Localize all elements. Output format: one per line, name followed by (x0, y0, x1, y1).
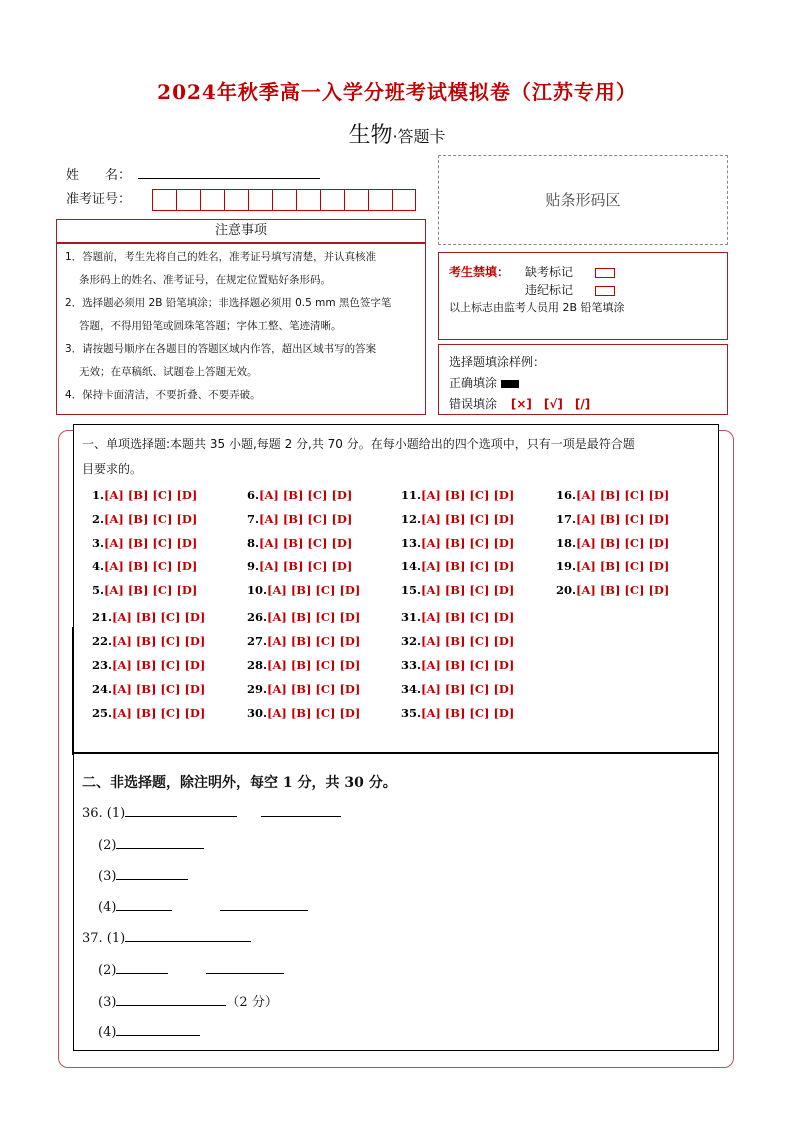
question-number: 27. (247, 634, 268, 648)
answer-blank[interactable] (125, 929, 251, 942)
answer-blank[interactable] (116, 867, 188, 880)
question-number: 8. (247, 536, 260, 550)
answer-blank[interactable] (116, 836, 204, 849)
question-number: 5. (92, 583, 105, 597)
question-number: 7. (247, 512, 260, 526)
violation-label: 违纪标记 (525, 283, 574, 297)
answer-blank[interactable] (261, 804, 341, 817)
id-digit-box[interactable] (224, 189, 248, 211)
exam-title: 2024年秋季高一入学分班考试模拟卷（江苏专用） (157, 80, 637, 104)
question-number: 26. (247, 610, 268, 624)
id-digit-box[interactable] (200, 189, 224, 211)
answer-options[interactable]: [A] [B] [C] [D] (267, 658, 361, 672)
question-number: 4. (92, 559, 105, 573)
question-number: 15. (401, 583, 422, 597)
answer-options[interactable]: [A] [B] [C] [D] (267, 610, 361, 624)
q37-row-3 (98, 991, 278, 1010)
question-5 (92, 583, 197, 597)
question-1 (92, 488, 197, 502)
answer-options[interactable]: [A] [B] [C] [D] (421, 536, 515, 550)
question-23 (92, 658, 205, 672)
id-digit-box[interactable] (320, 189, 344, 211)
question-33 (401, 658, 514, 672)
answer-options[interactable]: [A] [B] [C] [D] (104, 488, 198, 502)
subject-title (0, 118, 794, 149)
sample-correct-label: 正确填涂 (449, 376, 498, 390)
answer-options[interactable]: [A] [B] [C] [D] (112, 706, 206, 720)
notice-title: 注意事项 (214, 223, 267, 238)
answer-options[interactable]: [A] [B] [C] [D] (421, 610, 515, 624)
q36-row-3 (98, 867, 188, 884)
answer-blank[interactable] (206, 961, 284, 974)
answer-options[interactable]: [A] [B] [C] [D] (112, 610, 206, 624)
question-22 (92, 634, 205, 648)
part1-heading: 一、单项选择题:本题共 35 小题,每题 2 分,共 70 分。在每小题给出的四个选项中，只有一项是最符合题 (82, 437, 635, 451)
notice-list (57, 244, 425, 407)
absent-mark-box[interactable] (595, 268, 615, 278)
question-27 (247, 634, 360, 648)
subject-suffix: ·答题卡 (392, 127, 446, 146)
q36-row-1 (82, 804, 341, 821)
answer-options[interactable]: [A] [B] [C] [D] (421, 559, 515, 573)
id-label: 准考证号： (66, 192, 132, 207)
notice-item: 2．选择题必须用 2B 铅笔填涂；非选择题必须用 0.5 mm 黑色签字笔 (65, 297, 392, 309)
answer-options[interactable]: [A] [B] [C] [D] (421, 682, 515, 696)
answer-options[interactable]: [A] [B] [C] [D] (267, 682, 361, 696)
id-number-boxes[interactable] (152, 189, 416, 211)
answer-options[interactable]: [A] [B] [C] [D] (576, 488, 670, 502)
question-4 (92, 559, 197, 573)
question-35 (401, 706, 514, 720)
question-19 (556, 559, 669, 573)
id-digit-box[interactable] (176, 189, 200, 211)
answer-options[interactable]: [A] [B] [C] [D] (576, 583, 670, 597)
question-number: 2. (92, 512, 105, 526)
answer-options[interactable]: [A] [B] [C] [D] (576, 559, 670, 573)
question-32 (401, 634, 514, 648)
question-14 (401, 559, 514, 573)
barcode-area: 贴条形码区 (438, 155, 728, 245)
id-digit-box[interactable] (248, 189, 272, 211)
question-number: 12. (401, 512, 422, 526)
answer-blank[interactable] (116, 898, 172, 911)
sample-correct-row (449, 374, 519, 391)
question-10 (247, 583, 360, 597)
forbidden-label: 考生禁填： (449, 265, 510, 279)
question-34 (401, 682, 514, 696)
answer-blank[interactable] (220, 898, 308, 911)
question-17 (556, 512, 669, 526)
name-label: 姓 名： (66, 168, 132, 183)
sample-wrong-label: 错误填涂 (449, 397, 498, 411)
answer-options[interactable]: [A] [B] [C] [D] (259, 559, 353, 573)
q37-row-2 (98, 961, 284, 978)
q36-row-2 (98, 836, 204, 853)
question-8 (247, 536, 352, 550)
question-21 (92, 610, 205, 624)
violation-mark-box[interactable] (595, 286, 615, 296)
q37-4-label: (4) (98, 1025, 117, 1040)
answer-options[interactable]: [A] [B] [C] [D] (112, 658, 206, 672)
violation-mark-row (525, 281, 615, 298)
subject-name: 生物 (348, 123, 393, 148)
question-12 (401, 512, 514, 526)
answer-options[interactable]: [A] [B] [C] [D] (421, 658, 515, 672)
question-number: 31. (401, 610, 422, 624)
answer-options[interactable]: [A] [B] [C] [D] (104, 512, 198, 526)
q37-3-note: （2 分） (226, 995, 278, 1010)
q36-4-label: (4) (98, 900, 117, 915)
question-number: 34. (401, 682, 422, 696)
q36-2-label: (2) (98, 838, 117, 853)
question-7 (247, 512, 352, 526)
question-11 (401, 488, 514, 502)
question-number: 18. (556, 536, 577, 550)
id-digit-box[interactable] (152, 189, 176, 211)
answer-blank[interactable] (116, 961, 168, 974)
question-3 (92, 536, 197, 550)
q37-row-1 (82, 929, 251, 946)
forbidden-note: 以上标志由监考人员用 2B 铅笔填涂 (449, 301, 625, 314)
question-20 (556, 583, 669, 597)
answer-options[interactable]: [A] [B] [C] [D] (259, 512, 353, 526)
question-28 (247, 658, 360, 672)
id-digit-box[interactable] (344, 189, 368, 211)
notice-item: 3．请按题号顺序在各题目的答题区域内作答，超出区域书写的答案 (65, 343, 377, 355)
notice-item: 1．答题前，考生先将自己的姓名，准考证号填写清楚，并认真核准 (65, 251, 377, 263)
sample-box (438, 344, 728, 415)
question-13 (401, 536, 514, 550)
question-16 (556, 488, 669, 502)
answer-options[interactable]: [A] [B] [C] [D] (104, 583, 198, 597)
notice-item-cont: 条形码上的姓名、准考证号，在规定位置贴好条形码。 (79, 274, 331, 286)
sample-title: 选择题填涂样例： (449, 355, 546, 369)
question-number: 22. (92, 634, 113, 648)
question-number: 33. (401, 658, 422, 672)
answer-options[interactable]: [A] [B] [C] [D] (576, 512, 670, 526)
question-number: 25. (92, 706, 113, 720)
question-31 (401, 610, 514, 624)
answer-options[interactable]: [A] [B] [C] [D] (259, 488, 353, 502)
question-2 (92, 512, 197, 526)
absent-label: 缺考标记 (525, 265, 574, 279)
question-15 (401, 583, 514, 597)
answer-options[interactable]: [A] [B] [C] [D] (267, 706, 361, 720)
answer-options[interactable]: [A] [B] [C] [D] (576, 536, 670, 550)
question-number: 30. (247, 706, 268, 720)
id-digit-box[interactable] (368, 189, 392, 211)
notice-item: 4．保持卡面清洁，不要折叠、不要弄破。 (65, 389, 261, 401)
absent-mark-row (525, 263, 615, 280)
answer-options[interactable]: [A] [B] [C] [D] (267, 583, 361, 597)
notice-header-box (56, 219, 426, 243)
question-24 (92, 682, 205, 696)
answer-blank[interactable] (116, 1023, 200, 1036)
answer-options[interactable]: [A] [B] [C] [D] (104, 559, 198, 573)
question-number: 17. (556, 512, 577, 526)
id-digit-box[interactable] (272, 189, 296, 211)
question-number: 9. (247, 559, 260, 573)
sample-wrong-marks: [×] [√] [/] (510, 397, 591, 411)
answer-blank[interactable] (116, 993, 226, 1006)
answer-options[interactable]: [A] [B] [C] [D] (267, 634, 361, 648)
answer-options[interactable]: [A] [B] [C] [D] (421, 512, 515, 526)
question-25 (92, 706, 205, 720)
question-number: 19. (556, 559, 577, 573)
answer-options[interactable]: [A] [B] [C] [D] (421, 488, 515, 502)
question-number: 3. (92, 536, 105, 550)
q36-row-4 (98, 898, 308, 915)
answer-options[interactable]: [A] [B] [C] [D] (421, 634, 515, 648)
q37-3-label: (3) (98, 995, 117, 1010)
question-number: 20. (556, 583, 577, 597)
notice-item-cont: 答题，不得用铅笔或圆珠笔答题；字体工整、笔迹清晰。 (79, 320, 342, 332)
part2-heading: 二、非选择题，除注明外，每空 1 分，共 30 分。 (82, 775, 397, 791)
question-number: 28. (247, 658, 268, 672)
notice-body-box (56, 243, 426, 415)
question-number: 24. (92, 682, 113, 696)
question-number: 29. (247, 682, 268, 696)
question-26 (247, 610, 360, 624)
forbidden-box (438, 252, 728, 340)
answer-options[interactable]: [A] [B] [C] [D] (112, 634, 206, 648)
question-number: 1. (92, 488, 105, 502)
question-number: 21. (92, 610, 113, 624)
filled-mark-icon (501, 380, 519, 388)
answer-options[interactable]: [A] [B] [C] [D] (104, 536, 198, 550)
q36-3-label: (3) (98, 869, 117, 884)
answer-options[interactable]: [A] [B] [C] [D] (112, 682, 206, 696)
q37-row-4 (98, 1023, 200, 1040)
q37-label: 37. (1) (82, 931, 126, 946)
question-6 (247, 488, 352, 502)
name-field[interactable] (138, 178, 320, 179)
question-number: 23. (92, 658, 113, 672)
q36-label: 36. (1) (82, 806, 126, 821)
question-number: 35. (401, 706, 422, 720)
question-number: 11. (401, 488, 422, 502)
question-number: 14. (401, 559, 422, 573)
question-number: 6. (247, 488, 260, 502)
sample-wrong-row (449, 395, 590, 412)
id-digit-box[interactable] (296, 189, 320, 211)
question-number: 10. (247, 583, 268, 597)
id-digit-box[interactable] (392, 189, 416, 211)
notice-item-cont: 无效；在草稿纸、试题卷上答题无效。 (79, 366, 258, 378)
answer-options[interactable]: [A] [B] [C] [D] (421, 706, 515, 720)
question-18 (556, 536, 669, 550)
question-29 (247, 682, 360, 696)
question-number: 13. (401, 536, 422, 550)
part1-heading-cont: 目要求的。 (82, 462, 143, 476)
answer-blank[interactable] (125, 804, 237, 817)
part1-left-rule (72, 627, 73, 755)
question-30 (247, 706, 360, 720)
q37-2-label: (2) (98, 963, 117, 978)
question-9 (247, 559, 352, 573)
question-number: 16. (556, 488, 577, 502)
answer-options[interactable]: [A] [B] [C] [D] (421, 583, 515, 597)
answer-options[interactable]: [A] [B] [C] [D] (259, 536, 353, 550)
question-number: 32. (401, 634, 422, 648)
